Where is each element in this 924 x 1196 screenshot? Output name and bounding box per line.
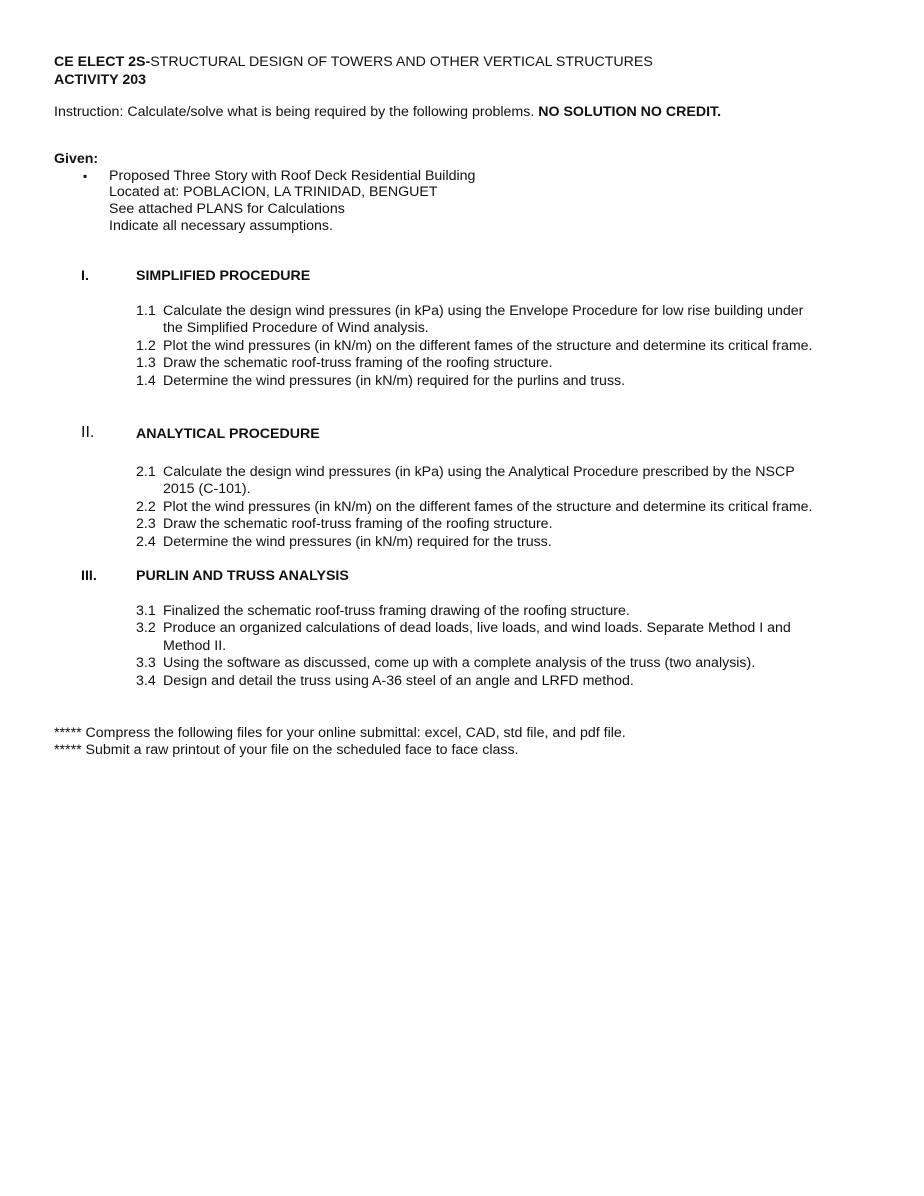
given-line: See attached PLANS for Calculations (109, 201, 345, 217)
given-label: Given: (54, 151, 99, 167)
instruction-emphasis: NO SOLUTION NO CREDIT. (538, 104, 722, 120)
instruction (54, 104, 721, 122)
given-line: Located at: POBLACION, LA TRINIDAD, BENGUET (109, 184, 438, 200)
item-number: 3.1 (136, 603, 156, 619)
item-text: Draw the schematic roof-truss framing of the roofing structure. (163, 516, 553, 532)
given-line: Proposed Three Story with Roof Deck Residential Building (109, 168, 476, 184)
item-text: Using the software as discussed, come up with a complete analysis of the truss (two analysis). (163, 655, 756, 671)
item-text: Finalized the schematic roof-truss framing drawing of the roofing structure. (163, 603, 630, 619)
section-numeral: III. (81, 568, 97, 584)
item-number: 1.4 (136, 373, 156, 389)
item-text-continued: Method II. (163, 638, 227, 654)
item-number: 1.1 (136, 303, 156, 319)
activity-title: ACTIVITY 203 (54, 72, 146, 88)
section-numeral: I. (81, 268, 89, 284)
item-number: 1.3 (136, 355, 156, 371)
instruction-text: Instruction: Calculate/solve what is being required by the following problems. (54, 104, 535, 120)
item-text: Plot the wind pressures (in kN/m) on the different fames of the structure and determine its critical frame. (163, 499, 813, 515)
item-text: Plot the wind pressures (in kN/m) on the different fames of the structure and determine its critical frame. (163, 338, 813, 354)
item-text: Draw the schematic roof-truss framing of the roofing structure. (163, 355, 553, 371)
item-number: 2.4 (136, 534, 156, 550)
given-line: Indicate all necessary assumptions. (109, 218, 333, 234)
item-text-continued: 2015 (C-101). (163, 481, 251, 497)
item-text: Calculate the design wind pressures (in kPa) using the Analytical Procedure prescribed by the NSCP (163, 464, 795, 480)
section-title: PURLIN AND TRUSS ANALYSIS (136, 568, 349, 584)
item-text-continued: the Simplified Procedure of Wind analysis. (163, 320, 429, 336)
item-text: Calculate the design wind pressures (in kPa) using the Envelope Procedure for low rise building under (163, 303, 804, 319)
item-number: 2.3 (136, 516, 156, 532)
item-text: Produce an organized calculations of dead loads, live loads, and wind loads. Separate Method I and (163, 620, 791, 636)
section-title: ANALYTICAL PROCEDURE (136, 426, 320, 442)
course-code: CE ELECT 2S- (54, 54, 151, 70)
bullet-icon: ▪ (83, 169, 88, 183)
item-number: 3.3 (136, 655, 156, 671)
item-number: 1.2 (136, 338, 156, 354)
course-name: STRUCTURAL DESIGN OF TOWERS AND OTHER VERTICAL STRUCTURES (150, 54, 653, 70)
submission-note: ***** Submit a raw printout of your file on the scheduled face to face class. (54, 742, 519, 758)
item-text: Design and detail the truss using A-36 steel of an angle and LRFD method. (163, 673, 634, 689)
course-title (54, 54, 653, 72)
section-numeral: II. (81, 424, 95, 441)
section-title: SIMPLIFIED PROCEDURE (136, 268, 311, 284)
item-number: 2.2 (136, 499, 156, 515)
item-number: 3.2 (136, 620, 156, 636)
item-text: Determine the wind pressures (in kN/m) required for the purlins and truss. (163, 373, 626, 389)
item-text: Determine the wind pressures (in kN/m) required for the truss. (163, 534, 552, 550)
item-number: 2.1 (136, 464, 156, 480)
item-number: 3.4 (136, 673, 156, 689)
submission-note: ***** Compress the following files for your online submittal: excel, CAD, std file, and pdf file. (54, 725, 626, 741)
